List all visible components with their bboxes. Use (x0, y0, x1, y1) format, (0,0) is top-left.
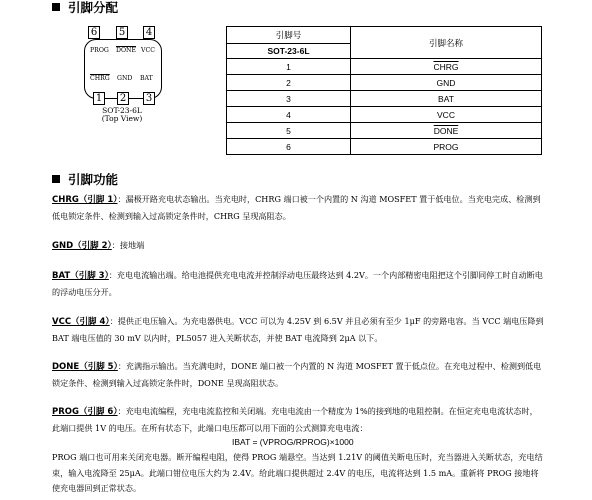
table-row (227, 107, 542, 123)
table-cell-name: CHRG (351, 59, 542, 75)
table-cell-num: 1 (227, 59, 351, 75)
table-row (227, 91, 542, 107)
pin-label-gnd: GND (117, 75, 133, 82)
table-cell-num: 4 (227, 107, 351, 123)
table-cell-name: GND (351, 75, 542, 91)
function-text: ：接地端 (111, 240, 145, 250)
table-cell-num: 2 (227, 75, 351, 91)
pin-number-4: 4 (143, 26, 155, 39)
section-title-pin-layout (52, 0, 118, 16)
bullet-square-icon (52, 175, 60, 183)
function-text: ：充电电流编程，充电电流监控和关闭端。充电电流由一个精度为 1%的接到地的电阻控制。在恒定充电电流状态时，此端口提供 1V 的电压。在所有状态下，此端口电压都可以用下面的公式测算充电电流： (52, 406, 538, 433)
bullet-square-icon (52, 3, 60, 11)
section-title-pin-function (52, 170, 118, 188)
pin-number-5: 5 (116, 26, 128, 39)
table-header-package: SOT-23-6L (227, 44, 351, 59)
pin-number-3: 3 (143, 92, 155, 105)
function-gnd (52, 238, 544, 255)
function-key: VCC（引脚 4） (52, 317, 110, 327)
table-header-pin-name: 引脚名称 (351, 27, 542, 59)
package-diagram (84, 26, 164, 122)
function-vcc (52, 314, 544, 346)
function-text: ：提供正电压输入。为充电器供电。VCC 可以为 4.25V 到 6.5V 并且必须有至少 1μF 的旁路电容。当 VCC 端电压降到 BAT 端电压值的 30 mV 以内时，PL5057 进入关断状态，并使 BAT 电流降到 2μA 以下。 (52, 316, 544, 343)
table-row (227, 75, 542, 91)
table-header-pin-number: 引脚号 (227, 27, 351, 44)
package-caption-name: SOT-23-6L (102, 106, 142, 115)
table-cell-num: 3 (227, 91, 351, 107)
pin-number-1: 1 (93, 92, 105, 105)
function-text: PROG 端口也可用来关闭充电器。断开编程电阻，使得 PROG 端悬空。当达到 1.21V 的阈值关断电压时，充当器进入关断状态，充电结束，输入电流降至 25μA。此端口钳位电压大约为 2.4V。给此端口提供超过 2.4V 的电压，电流将达到 1.5 mA。重新将 PROG 接地将使充电器回到正常状态。 (52, 452, 543, 493)
table-row (227, 59, 542, 75)
function-key: CHRG（引脚 1） (52, 195, 118, 205)
section-title-text: 引脚分配 (68, 0, 119, 15)
table-cell-num: 5 (227, 123, 351, 139)
function-key: DONE（引脚 5） (52, 362, 118, 372)
table-row (227, 139, 542, 155)
function-done (52, 359, 544, 391)
function-text: ：充电电流输出端。给电池提供充电电流并控制浮动电压最终达到 4.2V。一个内部精密电阻把这个引脚同停工时自动断电的浮动电压分开。 (52, 270, 543, 297)
section-title-text: 引脚功能 (68, 172, 119, 187)
function-key: PROG（引脚 6） (52, 407, 118, 417)
function-key: BAT（引脚 3） (52, 271, 109, 281)
pin-label-prog: PROG (90, 47, 109, 54)
pin-label-done: DONE (116, 47, 136, 54)
package-caption-view: (Top View) (101, 114, 143, 123)
pin-label-vcc: VCC (141, 47, 155, 54)
function-prog-continued (52, 450, 544, 497)
function-chrg (52, 192, 544, 224)
pin-number-2: 2 (117, 92, 129, 105)
pin-table (226, 26, 542, 155)
table-cell-name: VCC (351, 107, 542, 123)
table-cell-name: BAT (351, 91, 542, 107)
table-cell-num: 6 (227, 139, 351, 155)
pin-label-chrg: CHRG (90, 75, 110, 82)
function-text: ：漏极开路充电状态输出。当充电时，CHRG 端口被一个内置的 N 沟道 MOSFET 置于低电位。当充电完成、检测到低电锁定条件、检测到输入过高锁定条件时，CHRG 呈现高阻态。 (52, 194, 541, 221)
pin-label-bat: BAT (140, 75, 153, 82)
function-key: GND（引脚 2） (52, 241, 112, 251)
charge-current-formula: IBAT = (VPROG/RPROG)×1000 (232, 437, 354, 447)
function-bat (52, 268, 544, 300)
table-row (227, 123, 542, 139)
table-cell-name: DONE (351, 123, 542, 139)
table-cell-name: PROG (351, 139, 542, 155)
function-prog (52, 404, 544, 436)
pin-number-6: 6 (88, 26, 100, 39)
function-text: ：充满指示输出。当充满电时，DONE 端口被一个内置的 N 沟道 MOSFET 置于低点位。在充电过程中、检测到低电锁定条件、检测到输入过高锁定条件时，DONE 呈现高阻状态。 (52, 361, 542, 388)
